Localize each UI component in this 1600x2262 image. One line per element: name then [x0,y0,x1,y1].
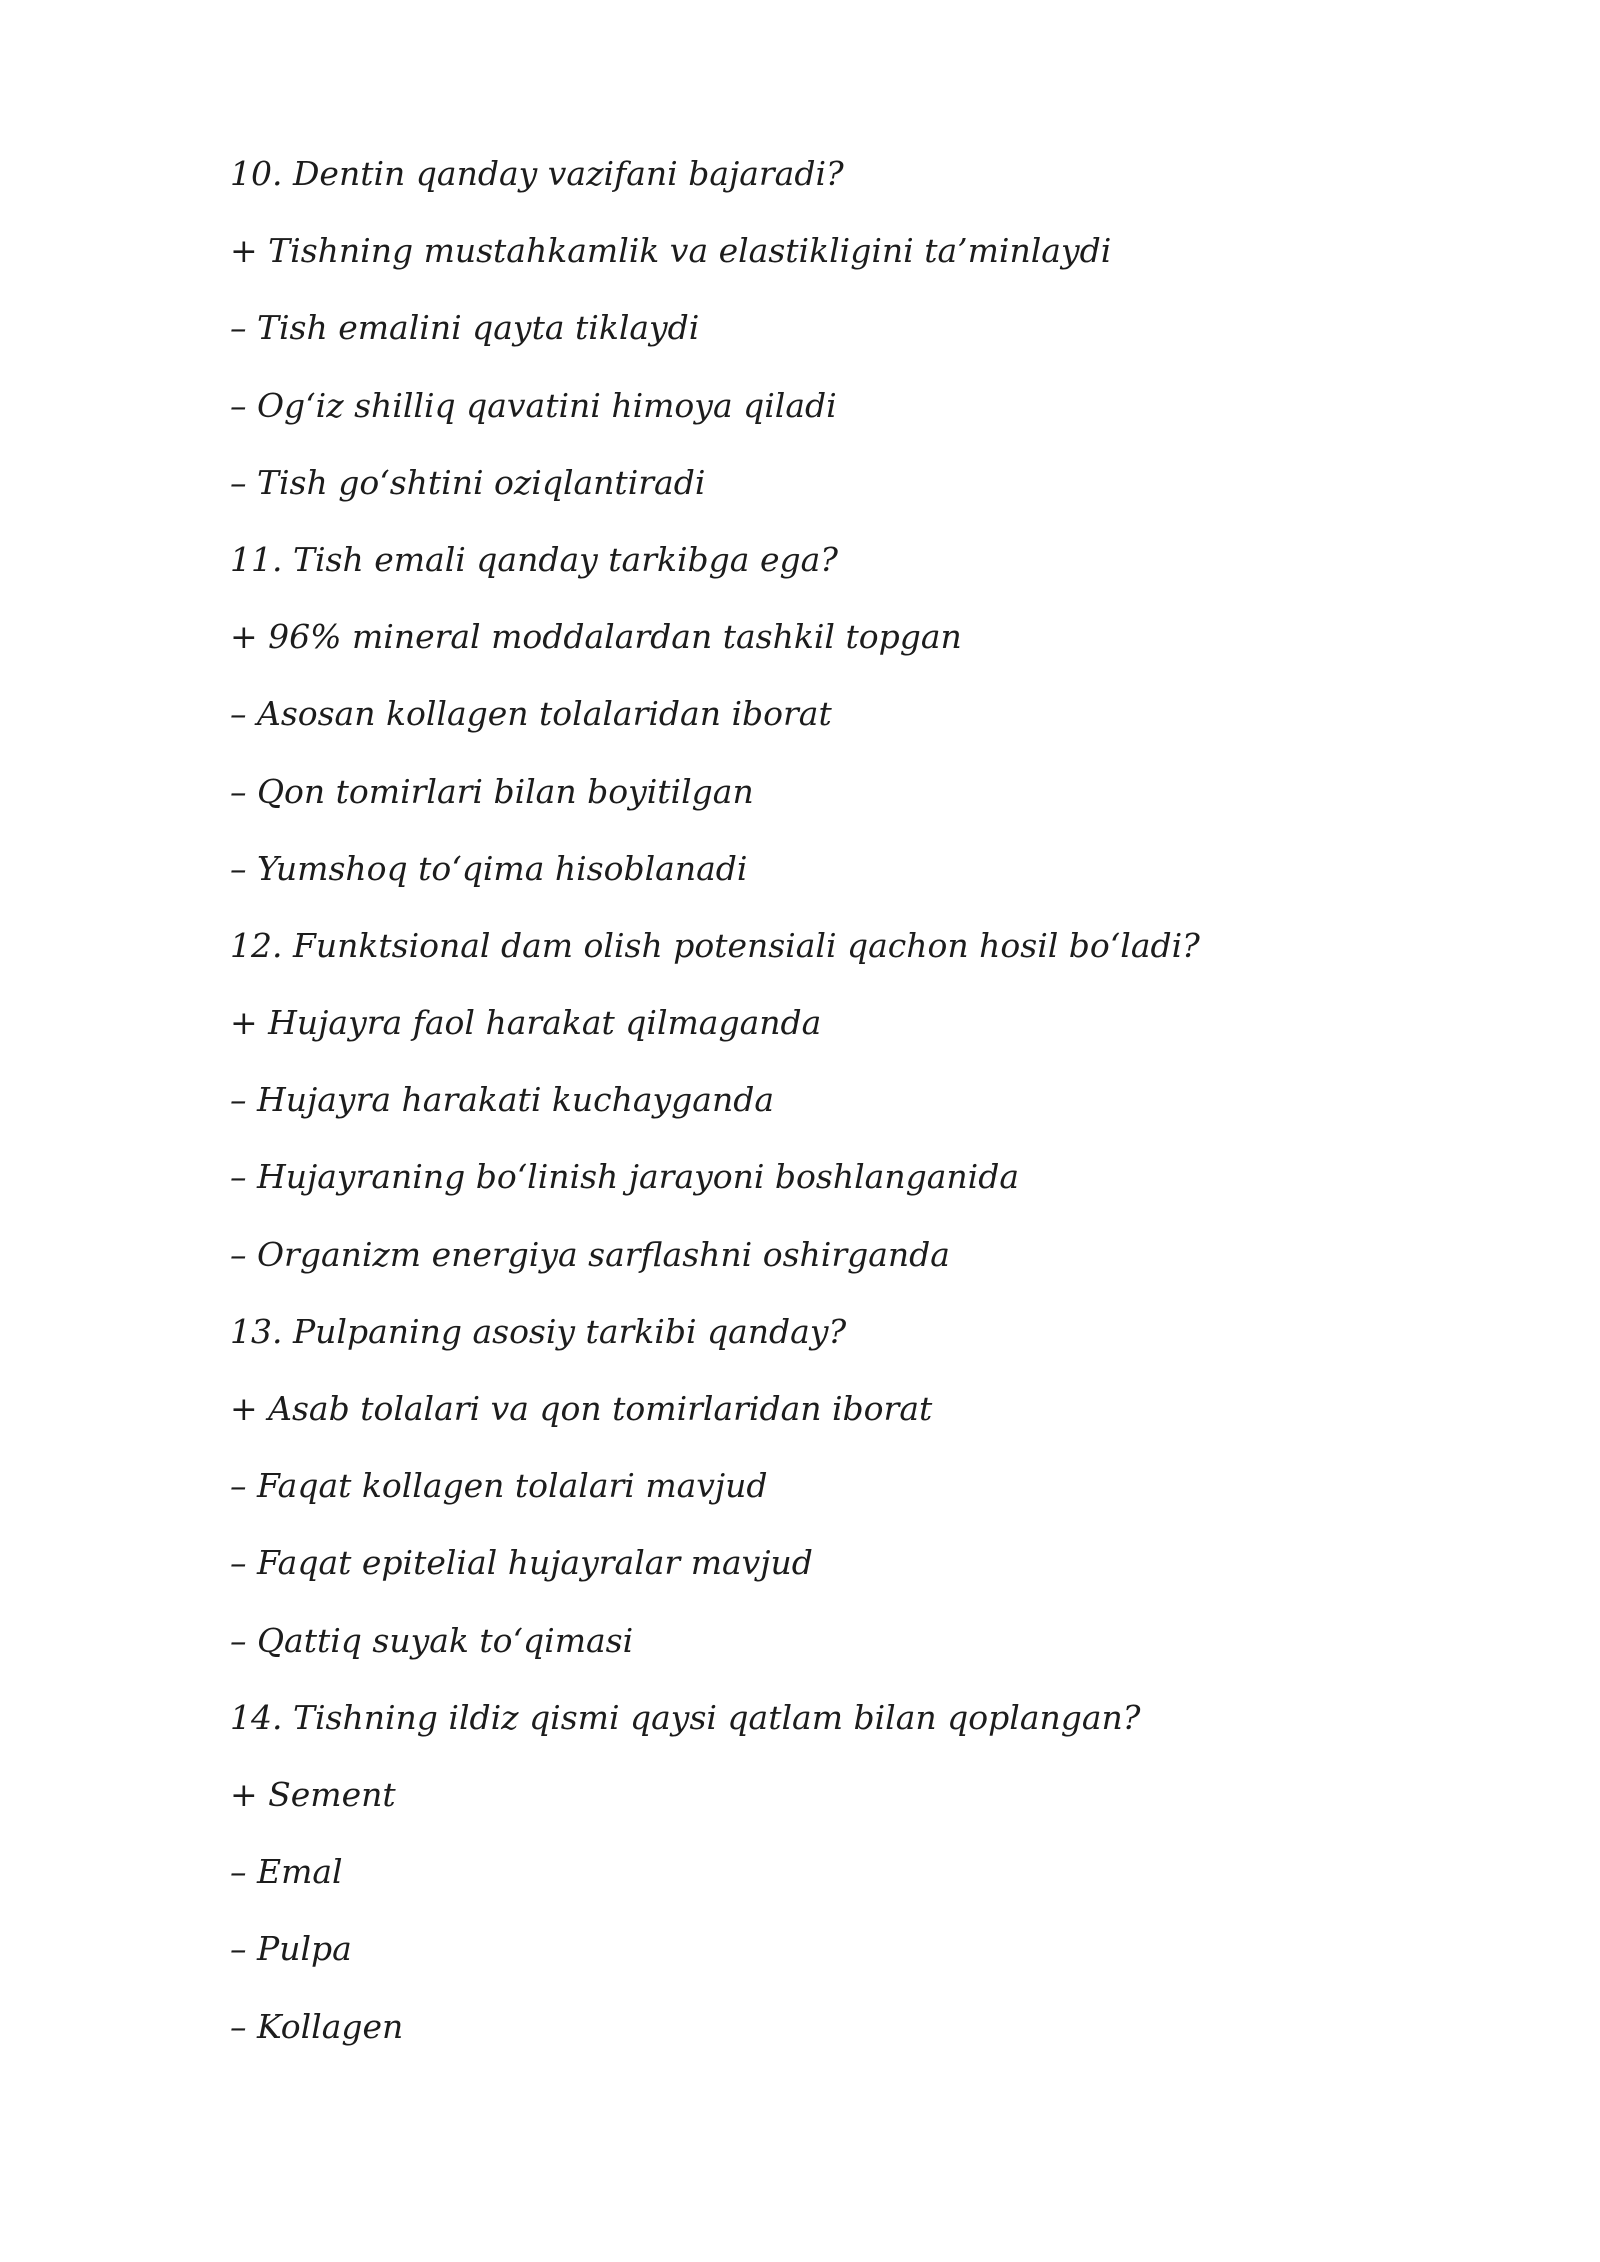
answer-option: – Faqat epitelial hujayralar mavjud [230,1543,813,1583]
question-13: 13. Pulpaning asosiy tarkibi qanday? [230,1311,847,1351]
answer-option: – Faqat kollagen tolalari mavjud [230,1466,768,1506]
answer-option: – Organizm energiya sarflashni oshirganda [230,1234,950,1274]
answer-correct: + Tishning mustahkamlik va elastikligini ta’minlaydi [230,231,1112,271]
answer-option: – Asosan kollagen tolalaridan iborat [230,694,832,734]
answer-option: – Tish go‘shtini oziqlantiradi [230,462,706,502]
question-list [230,148,1480,2078]
answer-option: – Kollagen [230,2006,404,2046]
answer-correct: + Sement [230,1774,396,1814]
answer-option: – Hujayraning bo‘linish jarayoni boshlanganida [230,1157,1020,1197]
answer-option: – Yumshoq to‘qima hisoblanadi [230,848,748,888]
question-12: 12. Funktsional dam olish potensiali qachon hosil bo‘ladi? [230,925,1200,965]
answer-correct: + Hujayra faol harakat qilmaganda [230,1003,822,1043]
answer-option: – Pulpa [230,1929,352,1969]
answer-option: – Og‘iz shilliq qavatini himoya qiladi [230,385,837,425]
question-14: 14. Tishning ildiz qismi qaysi qatlam bilan qoplangan? [230,1697,1141,1737]
answer-option: – Qattiq suyak to‘qimasi [230,1620,634,1660]
answer-option: – Tish emalini qayta tiklaydi [230,308,700,348]
answer-option: – Emal [230,1852,343,1892]
question-11: 11. Tish emali qanday tarkibga ega? [230,539,838,579]
answer-option: – Hujayra harakati kuchayganda [230,1080,775,1120]
answer-correct: + 96% mineral moddalardan tashkil topgan [230,617,962,657]
answer-option: – Qon tomirlari bilan boyitilgan [230,771,754,811]
question-10: 10. Dentin qanday vazifani bajaradi? [230,154,844,193]
answer-correct: + Asab tolalari va qon tomirlaridan iborat [230,1389,933,1428]
